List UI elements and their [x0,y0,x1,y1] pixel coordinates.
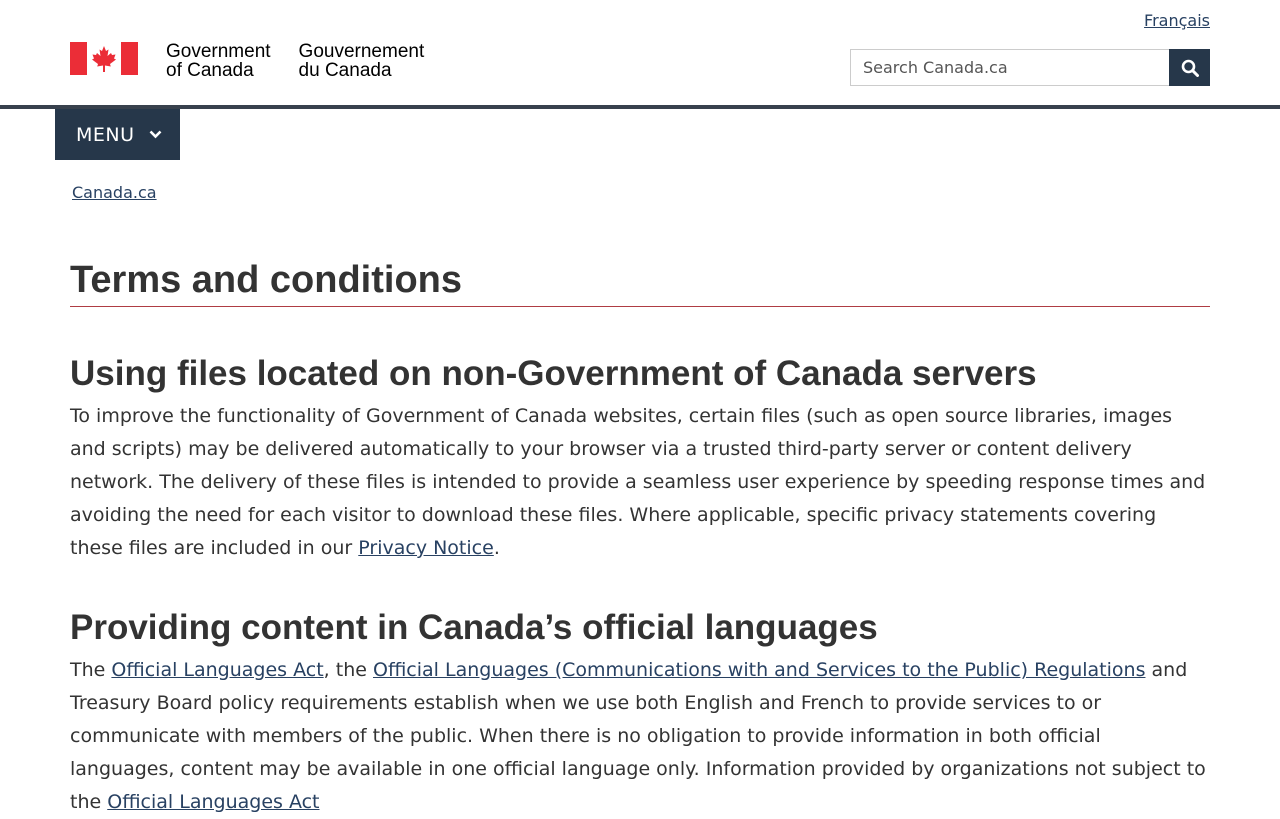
header-divider [0,105,1280,109]
site-search [850,49,1210,86]
breadcrumb [72,183,157,202]
official-languages-act-link-2[interactable]: Official Languages Act [107,791,320,813]
search-icon [1181,59,1199,77]
breadcrumb-link-canada[interactable]: Canada.ca [72,183,157,202]
official-languages-act-link[interactable]: Official Languages Act [111,659,324,681]
search-button[interactable] [1169,49,1210,86]
section-official-languages [70,606,1210,819]
menu-button[interactable] [55,109,180,160]
signature-english: Government of Canada [166,41,271,81]
section-heading: Using files located on non-Government of Canada servers [70,354,1037,393]
chevron-down-icon [149,130,162,139]
section-third-party-files [70,352,1210,565]
official-languages-regulations-link[interactable]: Official Languages (Communications with and Services to the Public) Regulations [372,659,1146,681]
menu-label: MENU [76,123,135,146]
search-input[interactable] [850,49,1169,86]
privacy-notice-link[interactable]: Privacy Notice [358,537,494,559]
maple-leaf-icon [89,44,119,74]
government-signature[interactable] [70,42,424,80]
signature-french: Gouvernement du Canada [298,41,425,81]
section-paragraph: The Official Languages Act, the Official Languages (Communications with and Services to the Public) Regulations and Treasury Board policy requirements establish when we use both English and French to provide services to or communicate with members of the public. When there is no obligation to provide information in both official languages, content may be available in one official language only. Information provided by organizations not subject to the Official Languages Act [70,659,1206,813]
language-toggle-link[interactable]: Français [1144,11,1210,30]
section-heading: Providing content in Canada’s official languages [70,608,878,647]
canada-flag-logo [70,42,138,75]
page-title: Terms and conditions [70,258,1210,307]
section-paragraph: To improve the functionality of Government of Canada websites, certain files (such as open source libraries, images and scripts) may be delivered automatically to your browser via a trusted third-party server or content delivery network. The delivery of these files is intended to provide a seamless user experience by speeding response times and avoiding the need for each visitor to download these files. Where applicable, specific privacy statements covering these files are included in our Privacy Notice. [70,405,1206,559]
